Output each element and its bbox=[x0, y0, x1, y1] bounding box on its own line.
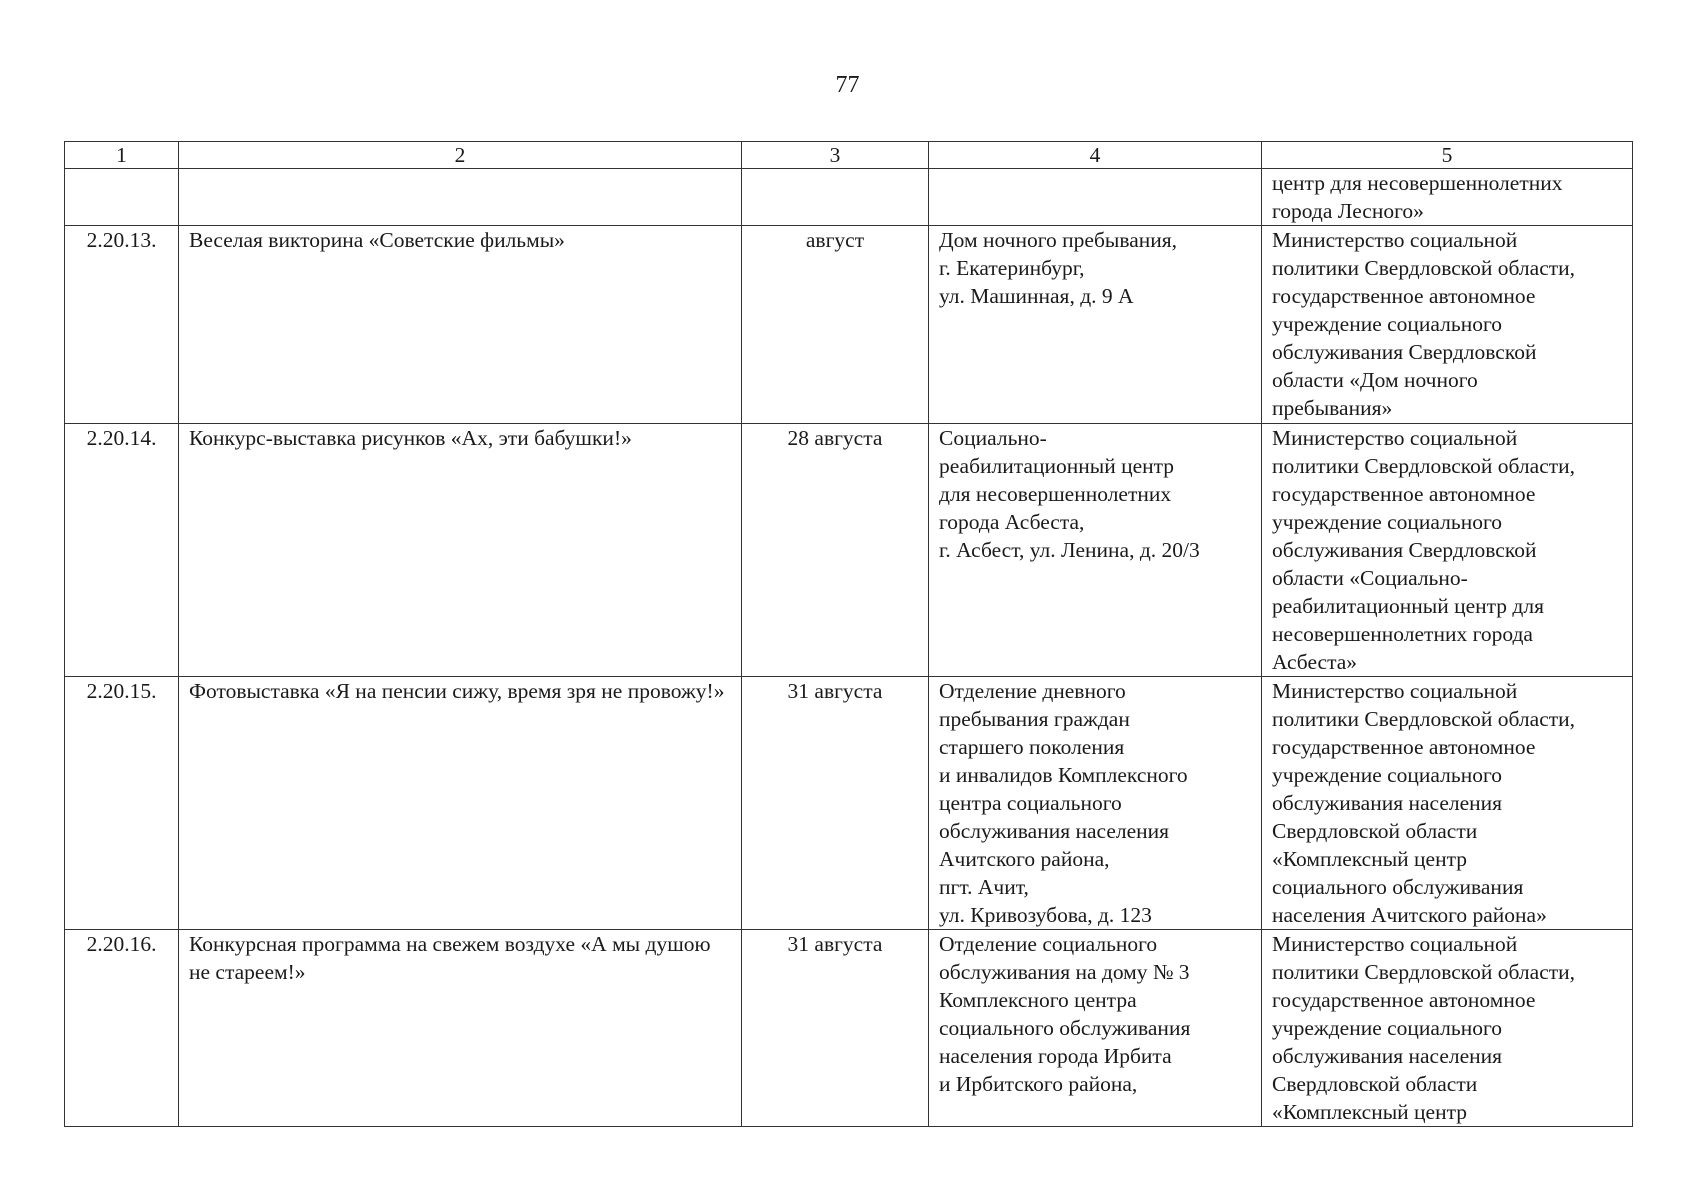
organizer-line: государственное автономное bbox=[1272, 735, 1536, 759]
date-cell bbox=[742, 677, 929, 930]
venue-line: ул. Кривозубова, д. 123 bbox=[939, 903, 1152, 927]
venue-line: Дом ночного пребывания, bbox=[939, 228, 1178, 252]
venue-cell bbox=[929, 169, 1262, 226]
organizer-line: несовершеннолетних города bbox=[1272, 622, 1533, 646]
event-date: 31 августа bbox=[787, 679, 883, 703]
venue-line: пребывания граждан bbox=[939, 707, 1130, 731]
venue-line: пгт. Ачит, bbox=[939, 875, 1029, 899]
venue-line: обслуживания населения bbox=[939, 819, 1170, 843]
organizer-cell bbox=[1262, 677, 1633, 930]
table-row bbox=[65, 677, 1633, 930]
organizer-line: учреждение социального bbox=[1272, 312, 1502, 336]
events-table bbox=[64, 141, 1633, 1127]
organizer-cell bbox=[1262, 169, 1633, 226]
table-row bbox=[65, 169, 1633, 226]
event-date: август bbox=[805, 228, 865, 252]
organizer-line: политики Свердловской области, bbox=[1272, 707, 1576, 731]
venue-cell bbox=[929, 226, 1262, 424]
organizer-line: области «Дом ночного bbox=[1272, 368, 1478, 392]
organizer-line: Асбеста» bbox=[1272, 650, 1358, 674]
organizer-cell bbox=[1262, 930, 1633, 1127]
organizer-line: города Лесного» bbox=[1272, 199, 1424, 223]
organizer-line: области «Социально- bbox=[1272, 566, 1468, 590]
organizer-line: обслуживания Свердловской bbox=[1272, 340, 1537, 364]
item-number: 2.20.14. bbox=[86, 426, 157, 450]
table-row bbox=[65, 930, 1633, 1127]
organizer-line: социального обслуживания bbox=[1272, 875, 1524, 899]
event-date: 28 августа bbox=[787, 426, 883, 450]
date-cell bbox=[742, 169, 929, 226]
item-number-cell bbox=[65, 930, 179, 1127]
item-number: 2.20.16. bbox=[86, 932, 157, 956]
header-cell: 1 bbox=[65, 142, 179, 169]
header-cell: 4 bbox=[929, 142, 1262, 169]
header-cell: 2 bbox=[179, 142, 742, 169]
event-name-cell bbox=[179, 226, 742, 424]
table-row bbox=[65, 226, 1633, 424]
event-name: Фотовыставка «Я на пенсии сижу, время зря не провожу!» bbox=[189, 679, 725, 703]
venue-line: обслуживания на дому № 3 bbox=[939, 960, 1190, 984]
page-number: 77 bbox=[835, 72, 860, 98]
venue-line: Отделение социального bbox=[939, 932, 1158, 956]
venue-cell bbox=[929, 424, 1262, 677]
organizer-line: государственное автономное bbox=[1272, 988, 1536, 1012]
item-number-cell bbox=[65, 169, 179, 226]
organizer-line: политики Свердловской области, bbox=[1272, 256, 1576, 280]
organizer-line: обслуживания Свердловской bbox=[1272, 538, 1537, 562]
organizer-line: населения Ачитского района» bbox=[1272, 903, 1547, 927]
organizer-line: реабилитационный центр для bbox=[1272, 594, 1544, 618]
venue-line: г. Асбест, ул. Ленина, д. 20/3 bbox=[939, 538, 1200, 562]
organizer-line: обслуживания населения bbox=[1272, 1044, 1503, 1068]
date-cell bbox=[742, 930, 929, 1127]
venue-line: старшего поколения bbox=[939, 735, 1125, 759]
event-name-cell bbox=[179, 677, 742, 930]
venue-line: Комплексного центра bbox=[939, 988, 1137, 1012]
organizer-line: политики Свердловской области, bbox=[1272, 960, 1576, 984]
table-header-row bbox=[65, 142, 1633, 169]
venue-line: г. Екатеринбург, bbox=[939, 256, 1085, 280]
organizer-line: учреждение социального bbox=[1272, 510, 1502, 534]
venue-line: центра социального bbox=[939, 791, 1122, 815]
event-name-cell bbox=[179, 930, 742, 1127]
venue-cell bbox=[929, 930, 1262, 1127]
venue-line: ул. Машинная, д. 9 А bbox=[939, 284, 1134, 308]
venue-line: Ачитского района, bbox=[939, 847, 1110, 871]
venue-line: Социально- bbox=[939, 426, 1047, 450]
venue-line: города Асбеста, bbox=[939, 510, 1085, 534]
organizer-line: Министерство социальной bbox=[1272, 426, 1518, 450]
organizer-line: центр для несовершеннолетних bbox=[1272, 171, 1563, 195]
date-cell bbox=[742, 226, 929, 424]
item-number-cell bbox=[65, 226, 179, 424]
organizer-line: обслуживания населения bbox=[1272, 791, 1503, 815]
organizer-cell bbox=[1262, 226, 1633, 424]
venue-line: населения города Ирбита bbox=[939, 1044, 1172, 1068]
organizer-line: государственное автономное bbox=[1272, 482, 1536, 506]
event-name: Веселая викторина «Советские фильмы» bbox=[189, 228, 565, 252]
event-name-cell bbox=[179, 169, 742, 226]
item-number-cell bbox=[65, 677, 179, 930]
organizer-line: Свердловской области bbox=[1272, 1072, 1478, 1096]
venue-cell bbox=[929, 677, 1262, 930]
event-name: Конкурсная программа на свежем воздухе «А мы душою не стареем!» bbox=[189, 932, 711, 984]
item-number-cell bbox=[65, 424, 179, 677]
venue-line: социального обслуживания bbox=[939, 1016, 1191, 1040]
date-cell bbox=[742, 424, 929, 677]
event-date: 31 августа bbox=[787, 932, 883, 956]
event-name: Конкурс-выставка рисунков «Ах, эти бабушки!» bbox=[189, 426, 632, 450]
organizer-line: Министерство социальной bbox=[1272, 228, 1518, 252]
item-number: 2.20.15. bbox=[86, 679, 157, 703]
organizer-line: учреждение социального bbox=[1272, 1016, 1502, 1040]
organizer-line: «Комплексный центр bbox=[1272, 1100, 1467, 1124]
organizer-cell bbox=[1262, 424, 1633, 677]
organizer-line: «Комплексный центр bbox=[1272, 847, 1467, 871]
venue-line: Отделение дневного bbox=[939, 679, 1126, 703]
header-cell: 5 bbox=[1262, 142, 1633, 169]
organizer-line: учреждение социального bbox=[1272, 763, 1502, 787]
venue-line: реабилитационный центр bbox=[939, 454, 1175, 478]
venue-line: и Ирбитского района, bbox=[939, 1072, 1138, 1096]
item-number: 2.20.13. bbox=[86, 228, 157, 252]
organizer-line: политики Свердловской области, bbox=[1272, 454, 1576, 478]
venue-line: и инвалидов Комплексного bbox=[939, 763, 1188, 787]
organizer-line: пребывания» bbox=[1272, 396, 1393, 420]
event-name-cell bbox=[179, 424, 742, 677]
venue-line: для несовершеннолетних bbox=[939, 482, 1172, 506]
organizer-line: Свердловской области bbox=[1272, 819, 1478, 843]
organizer-line: Министерство социальной bbox=[1272, 679, 1518, 703]
header-cell: 3 bbox=[742, 142, 929, 169]
organizer-line: Министерство социальной bbox=[1272, 932, 1518, 956]
table-row bbox=[65, 424, 1633, 677]
organizer-line: государственное автономное bbox=[1272, 284, 1536, 308]
